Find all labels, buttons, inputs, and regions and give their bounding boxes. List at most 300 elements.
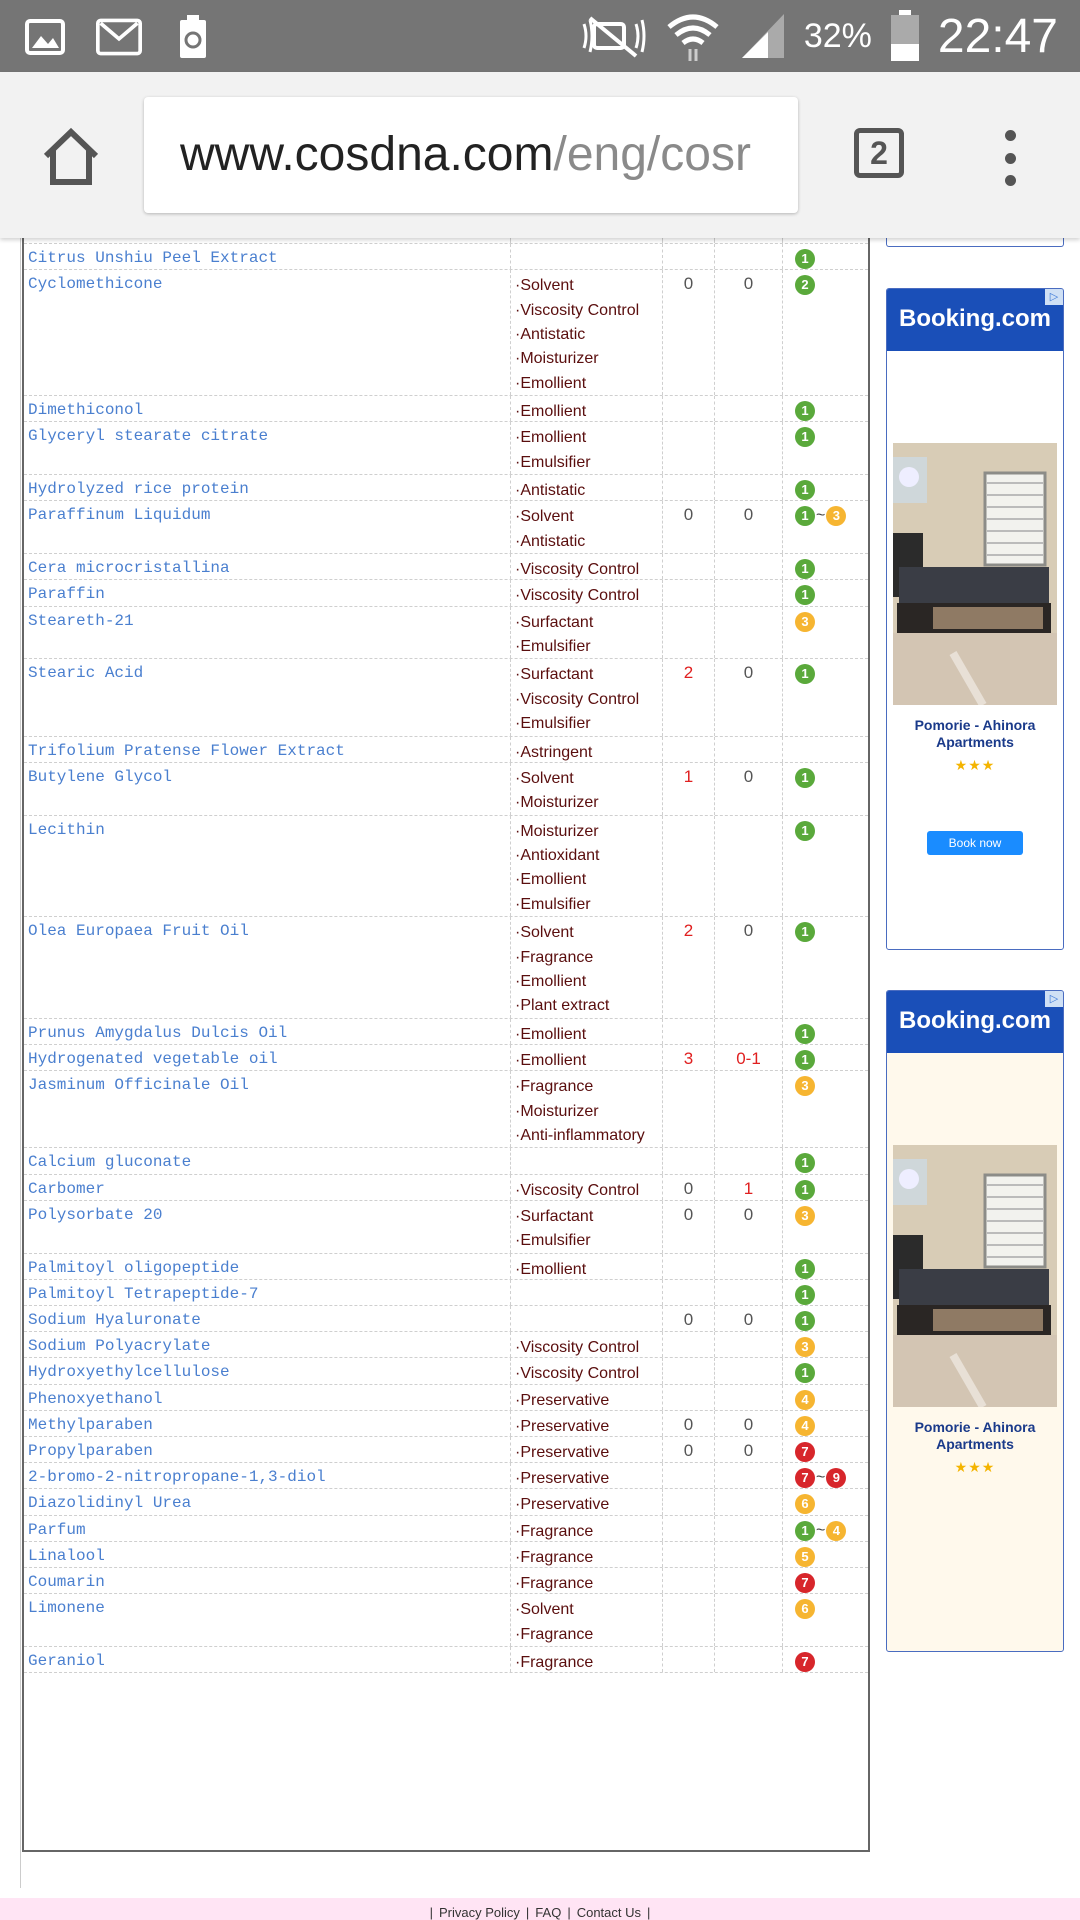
acne-rating (662, 1148, 714, 1173)
footer (0, 1898, 1080, 1920)
irritant-rating: 0-1 (714, 1045, 782, 1070)
ingredient-name-link[interactable]: Parfum (28, 1520, 86, 1539)
ingredient-name-link[interactable]: Cyclomethicone (28, 275, 163, 294)
irritant-rating: 0 (714, 1411, 782, 1436)
image-icon (22, 14, 68, 60)
gmail-icon (96, 14, 142, 60)
irritant-rating (714, 737, 782, 762)
wifi-icon (666, 11, 720, 61)
ingredient-functions (510, 1332, 662, 1357)
safety-score (782, 1332, 868, 1357)
menu-dot-icon (1005, 130, 1016, 141)
function-label: · Antistatic (515, 323, 662, 347)
safety-score (782, 1254, 868, 1279)
safety-score (782, 1489, 868, 1514)
function-label: · Preservative (515, 1467, 662, 1491)
irritant-rating (714, 607, 782, 659)
function-label: · Moisturizer (515, 820, 662, 844)
ingredient-name-link[interactable]: Prunus Amygdalus Dulcis Oil (28, 1023, 288, 1042)
ingredient-row (24, 1647, 868, 1673)
irritant-rating (714, 1489, 782, 1514)
function-label: · Preservative (515, 1493, 662, 1517)
acne-rating: 0 (662, 1437, 714, 1462)
irritant-rating (714, 1254, 782, 1279)
ingredient-functions (510, 475, 662, 500)
safety-score (782, 554, 868, 579)
safety-score (782, 1463, 868, 1488)
irritant-rating (714, 1516, 782, 1541)
hotel-name[interactable]: Pomorie - Ahinora Apartments (914, 1419, 1036, 1452)
ingredient-row (24, 422, 868, 475)
function-label: · Emulsifier (515, 1229, 662, 1253)
irritant-rating (714, 1071, 782, 1147)
safety-score-badge: 7 (795, 1573, 815, 1593)
irritant-rating (714, 396, 782, 421)
acne-rating: 0 (662, 1306, 714, 1331)
irritant-rating (714, 554, 782, 579)
ingredient-name-link[interactable]: Methylparaben (28, 1415, 153, 1434)
function-label: · Fragrance (515, 1651, 662, 1675)
safety-score-badge: 1 (795, 249, 815, 269)
overflow-menu-button[interactable] (990, 130, 1030, 186)
acne-rating: 0 (662, 1175, 714, 1200)
ingredient-name-link[interactable]: Limonene (28, 1599, 105, 1618)
safety-score (782, 1045, 868, 1070)
hotel-room-photo[interactable] (893, 1145, 1057, 1407)
irritant-rating (714, 1542, 782, 1567)
ingredient-name-link[interactable]: Stearic Acid (28, 664, 144, 683)
acne-rating: 2 (662, 917, 714, 1018)
ad-banner-previous (886, 238, 1064, 247)
function-label: · Moisturizer (515, 1100, 662, 1124)
irritant-rating: 0 (714, 763, 782, 815)
irritant-rating: 0 (714, 1437, 782, 1462)
irritant-rating (714, 816, 782, 917)
hotel-room-photo[interactable] (893, 443, 1057, 705)
ad-header (887, 991, 1063, 1053)
acne-rating (662, 1568, 714, 1593)
ingredient-row (24, 1175, 868, 1201)
ingredient-functions (510, 1542, 662, 1567)
ingredient-row (24, 1148, 868, 1174)
safety-score-badge: 6 (795, 1599, 815, 1619)
function-label: · Emollient (515, 426, 662, 450)
function-label: · Emollient (515, 868, 662, 892)
page-content (0, 238, 1080, 1920)
ingredient-name-link[interactable]: Propylparaben (28, 1442, 153, 1460)
acne-rating (662, 607, 714, 659)
ingredient-functions (510, 1280, 662, 1305)
safety-score-badge: 1 (795, 664, 815, 684)
safety-score-badge: 1 (795, 401, 815, 421)
ingredient-functions (510, 396, 662, 421)
ingredient-functions (510, 1148, 662, 1173)
footer-link[interactable]: Privacy Policy (438, 1905, 520, 1920)
ingredient-functions (510, 554, 662, 579)
hotel-star-rating: ★★★ (954, 1459, 996, 1475)
irritant-rating (714, 244, 782, 269)
function-label: · Surfactant (515, 611, 662, 635)
function-label: · Emollient (515, 1023, 662, 1047)
safety-score-badge: 6 (795, 1494, 815, 1514)
adchoices-icon[interactable]: ▷ (1045, 289, 1063, 305)
ingredient-name-link[interactable]: Coumarin (28, 1573, 105, 1591)
ingredient-name-link[interactable]: Calcium gluconate (28, 1153, 192, 1172)
signal-icon (738, 12, 786, 60)
ingredient-name-link[interactable]: Linalool (28, 1546, 105, 1565)
ingredient-name-link[interactable]: Phenoxyethanol (28, 1389, 163, 1408)
safety-score (782, 1019, 868, 1044)
function-label: · Emollient (515, 372, 662, 396)
safety-score-badge: 1 (795, 1311, 815, 1331)
safety-score-badge: 1 (795, 1050, 815, 1070)
ingredient-functions (510, 1254, 662, 1279)
ingredient-name-link[interactable]: 2-bromo-2-nitropropane-1,3-diol (28, 1468, 326, 1487)
acne-rating (662, 1594, 714, 1646)
irritant-rating: 0 (714, 1201, 782, 1253)
ingredient-name-link[interactable]: Steareth-21 (28, 611, 134, 630)
acne-rating (662, 244, 714, 269)
ingredient-functions (510, 1568, 662, 1593)
function-label: · Anti-inflammatory (515, 1124, 662, 1148)
ingredient-row (24, 270, 868, 396)
ingredient-functions (510, 1594, 662, 1646)
irritant-rating (714, 1568, 782, 1593)
hotel-name[interactable]: Pomorie - Ahinora Apartments (914, 717, 1036, 750)
url-path: /eng/cosr (553, 128, 751, 181)
ingredient-name-link[interactable]: Carbomer (28, 1179, 105, 1198)
safety-score-badge: 1 (795, 1180, 815, 1200)
safety-score (782, 737, 868, 762)
menu-dot-icon (1005, 153, 1016, 164)
ingredient-functions (510, 1071, 662, 1147)
safety-score (782, 1411, 868, 1436)
safety-score (782, 763, 868, 815)
acne-rating: 0 (662, 501, 714, 553)
safety-score (782, 1568, 868, 1593)
irritant-rating (714, 1148, 782, 1173)
irritant-rating (714, 1647, 782, 1672)
function-label: · Emollient (515, 970, 662, 994)
book-now-button[interactable]: Book now (927, 831, 1023, 855)
booking-logo: Booking.com (899, 1007, 1052, 1034)
safety-score (782, 1516, 868, 1541)
irritant-rating (714, 1594, 782, 1646)
irritant-rating: 0 (714, 917, 782, 1018)
ingredient-row (24, 1306, 868, 1332)
function-label: · Fragrance (515, 1520, 662, 1544)
ingredient-table (22, 238, 870, 1852)
function-label: · Solvent (515, 274, 662, 298)
battery-percent: 32% (803, 16, 872, 55)
browser-toolbar (0, 72, 1080, 238)
safety-score-badge: 1 (795, 1521, 815, 1541)
booking-ad[interactable] (886, 990, 1064, 1652)
function-label: · Surfactant (515, 663, 662, 687)
acne-rating (662, 554, 714, 579)
safety-score-badge: 1 (795, 768, 815, 788)
ingredient-name-link[interactable]: Diazolidinyl Urea (28, 1494, 192, 1513)
hotel-star-rating: ★★★ (954, 757, 996, 773)
safety-score (782, 1358, 868, 1383)
home-button[interactable] (40, 126, 102, 188)
irritant-rating (714, 475, 782, 500)
function-label: · Antistatic (515, 530, 662, 554)
ingredient-functions (510, 1516, 662, 1541)
irritant-rating: 0 (714, 659, 782, 735)
safety-score (782, 1148, 868, 1173)
function-label: · Emulsifier (515, 451, 662, 475)
status-bar (0, 0, 1080, 72)
function-label: · Emollient (515, 400, 662, 424)
function-label: · Preservative (515, 1415, 662, 1439)
ingredient-name-link[interactable]: Sodium Hyaluronate (28, 1311, 201, 1329)
function-label: · Preservative (515, 1389, 662, 1413)
function-label: · Solvent (515, 921, 662, 945)
ingredient-functions (510, 1463, 662, 1488)
acne-rating (662, 1071, 714, 1147)
ingredient-name-link[interactable]: Jasminum Officinale Oil (28, 1076, 249, 1095)
ingredient-row (24, 1201, 868, 1254)
ingredient-functions (510, 501, 662, 553)
battery-icon (890, 10, 920, 62)
footer-separator: | (429, 1905, 433, 1920)
ingredient-name-link[interactable]: Palmitoyl oligopeptide (28, 1258, 240, 1277)
function-label: · Emulsifier (515, 893, 662, 917)
acne-rating (662, 1647, 714, 1672)
safety-score-badge: 3 (795, 1337, 815, 1357)
irritant-rating: 0 (714, 501, 782, 553)
function-label: · Fragrance (515, 1546, 662, 1570)
ingredient-functions (510, 737, 662, 762)
ingredient-name-link[interactable]: Palmitoyl Tetrapeptide-7 (28, 1284, 259, 1303)
ingredient-row (24, 917, 868, 1019)
function-label: · Emollient (515, 1258, 662, 1282)
function-label: · Viscosity Control (515, 688, 662, 712)
safety-score-badge: 7 (795, 1442, 815, 1462)
acne-rating (662, 1254, 714, 1279)
ingredient-row (24, 501, 868, 554)
safety-score (782, 816, 868, 917)
range-separator: ~ (816, 507, 826, 525)
safety-score-badge: 4 (826, 1521, 846, 1541)
ingredient-row (24, 607, 868, 660)
ingredient-row (24, 1437, 868, 1463)
acne-rating (662, 422, 714, 474)
safety-score (782, 1306, 868, 1331)
ingredient-name-link[interactable]: Paraffinum Liquidum (28, 506, 211, 525)
ingredient-name-link[interactable]: Geraniol (28, 1652, 105, 1670)
function-label: · Plant extract (515, 994, 662, 1018)
ingredient-name-link[interactable]: Cera microcristallina (28, 559, 230, 578)
safety-score-badge: 5 (795, 1547, 815, 1567)
ingredient-row (24, 1516, 868, 1542)
ingredient-row (24, 1280, 868, 1306)
ingredient-row (24, 1542, 868, 1568)
function-label: · Fragrance (515, 1572, 662, 1596)
ingredient-name-link[interactable]: Sodium Polyacrylate (28, 1337, 211, 1356)
ingredient-functions (510, 1489, 662, 1514)
function-label: · Viscosity Control (515, 1362, 662, 1386)
safety-score (782, 917, 868, 1018)
home-icon (40, 126, 102, 188)
acne-rating (662, 1489, 714, 1514)
safety-score-badge: 3 (795, 1076, 815, 1096)
acne-rating: 3 (662, 1045, 714, 1070)
ingredient-name-link[interactable]: Butylene Glycol (28, 767, 173, 786)
safety-score (782, 1542, 868, 1567)
booking-ad[interactable] (886, 288, 1064, 950)
ingredient-row (24, 816, 868, 918)
ingredient-row (24, 737, 868, 763)
ingredient-row (24, 1385, 868, 1411)
footer-link[interactable]: Contact Us (576, 1905, 642, 1920)
safety-score (782, 607, 868, 659)
safety-score-badge: 3 (826, 506, 846, 526)
function-label: · Emulsifier (515, 712, 662, 736)
ingredient-name-link[interactable]: Paraffin (28, 585, 105, 604)
acne-rating (662, 1385, 714, 1410)
ingredient-row (24, 763, 868, 816)
safety-score-badge: 1 (795, 506, 815, 526)
safety-score-badge: 3 (795, 1206, 815, 1226)
function-label: · Antioxidant (515, 844, 662, 868)
mute-icon (580, 14, 648, 58)
safety-score (782, 501, 868, 553)
clock: 22:47 (937, 9, 1058, 63)
irritant-rating: 1 (714, 1175, 782, 1200)
ingredient-name-link[interactable]: Citrus Unshiu Peel Extract (28, 249, 278, 267)
function-label: · Fragrance (515, 1623, 662, 1647)
acne-rating: 0 (662, 270, 714, 395)
footer-separator: | (567, 1905, 571, 1920)
ingredient-row (24, 1411, 868, 1437)
irritant-rating (714, 1019, 782, 1044)
safety-score (782, 270, 868, 395)
safety-score (782, 580, 868, 605)
safety-score (782, 659, 868, 735)
acne-rating (662, 737, 714, 762)
safety-score-badge: 1 (795, 427, 815, 447)
ingredient-row (24, 1254, 868, 1280)
safety-score-badge: 9 (826, 1468, 846, 1488)
url-bar[interactable] (144, 97, 798, 213)
safety-score (782, 1594, 868, 1646)
function-label: · Emollient (515, 1049, 662, 1073)
safety-score (782, 1071, 868, 1147)
ingredient-row (24, 1594, 868, 1647)
ingredient-functions (510, 1411, 662, 1436)
safety-score-badge: 1 (795, 1285, 815, 1305)
acne-rating (662, 1542, 714, 1567)
safety-score (782, 1175, 868, 1200)
footer-link[interactable]: FAQ (535, 1905, 562, 1920)
ingredient-row (24, 1358, 868, 1384)
ingredient-functions (510, 763, 662, 815)
safety-score-badge: 1 (795, 480, 815, 500)
irritant-rating (714, 1332, 782, 1357)
ingredient-row (24, 396, 868, 422)
function-label: · Viscosity Control (515, 1336, 662, 1360)
safety-score (782, 244, 868, 269)
irritant-rating: 0 (714, 1306, 782, 1331)
safety-score (782, 1437, 868, 1462)
ingredient-functions (510, 1175, 662, 1200)
ingredient-row-previous (24, 238, 868, 244)
ingredient-functions (510, 659, 662, 735)
ingredient-row (24, 1463, 868, 1489)
irritant-rating (714, 580, 782, 605)
acne-rating (662, 1463, 714, 1488)
function-label: · Solvent (515, 505, 662, 529)
ingredient-row (24, 659, 868, 736)
acne-rating (662, 1019, 714, 1044)
ingredient-name-link[interactable]: Hydrogenated vegetable oil (28, 1050, 278, 1068)
ingredient-functions (510, 1647, 662, 1672)
safety-score-badge: 4 (795, 1416, 815, 1436)
function-label: · Viscosity Control (515, 558, 662, 582)
ingredient-row (24, 1332, 868, 1358)
recycle-battery-icon (170, 14, 216, 60)
function-label: · Moisturizer (515, 791, 662, 815)
ingredient-name-link[interactable]: Hydrolyzed rice protein (28, 480, 249, 499)
safety-score-badge: 1 (795, 1363, 815, 1383)
ingredient-functions (510, 816, 662, 917)
acne-rating (662, 1516, 714, 1541)
safety-score-badge: 1 (795, 1259, 815, 1279)
ingredient-row (24, 1019, 868, 1045)
irritant-rating (714, 1463, 782, 1488)
safety-score (782, 1280, 868, 1305)
ingredient-functions (510, 244, 662, 269)
function-label: · Surfactant (515, 1205, 662, 1229)
ingredient-name-link[interactable]: Olea Europaea Fruit Oil (28, 922, 249, 941)
function-label: · Moisturizer (515, 347, 662, 371)
tab-switcher-button[interactable]: 2 (854, 128, 904, 178)
ingredient-functions (510, 270, 662, 395)
ingredient-name-link[interactable]: Glyceryl stearate citrate (28, 427, 269, 446)
url-host: www.cosdna.com (180, 128, 554, 181)
function-label: · Viscosity Control (515, 299, 662, 323)
ingredient-functions (510, 1019, 662, 1044)
ingredient-name-link[interactable]: Hydroxyethylcellulose (28, 1363, 230, 1382)
ingredient-name-link[interactable]: Trifolium Pratense Flower Extract (28, 741, 345, 760)
safety-score-badge: 7 (795, 1652, 815, 1672)
adchoices-icon[interactable]: ▷ (1045, 991, 1063, 1007)
range-separator: ~ (816, 1469, 826, 1487)
ingredient-functions (510, 1385, 662, 1410)
acne-rating (662, 475, 714, 500)
acne-rating (662, 1332, 714, 1357)
safety-score (782, 396, 868, 421)
ingredient-row (24, 1489, 868, 1515)
ad-header (887, 289, 1063, 351)
ingredient-name-link[interactable]: Polysorbate 20 (28, 1205, 163, 1224)
irritant-rating (714, 1280, 782, 1305)
ingredient-functions (510, 1306, 662, 1331)
ingredient-name-link[interactable]: Dimethiconol (28, 401, 144, 420)
ingredient-functions (510, 422, 662, 474)
irritant-rating (714, 422, 782, 474)
ingredient-functions (510, 917, 662, 1018)
ingredient-name-link[interactable]: Lecithin (28, 820, 105, 839)
safety-score-badge: 1 (795, 559, 815, 579)
footer-separator: | (647, 1905, 651, 1920)
safety-score-badge: 1 (795, 821, 815, 841)
function-label: · Viscosity Control (515, 1179, 662, 1203)
function-label: · Preservative (515, 1441, 662, 1465)
ingredient-row (24, 244, 868, 270)
